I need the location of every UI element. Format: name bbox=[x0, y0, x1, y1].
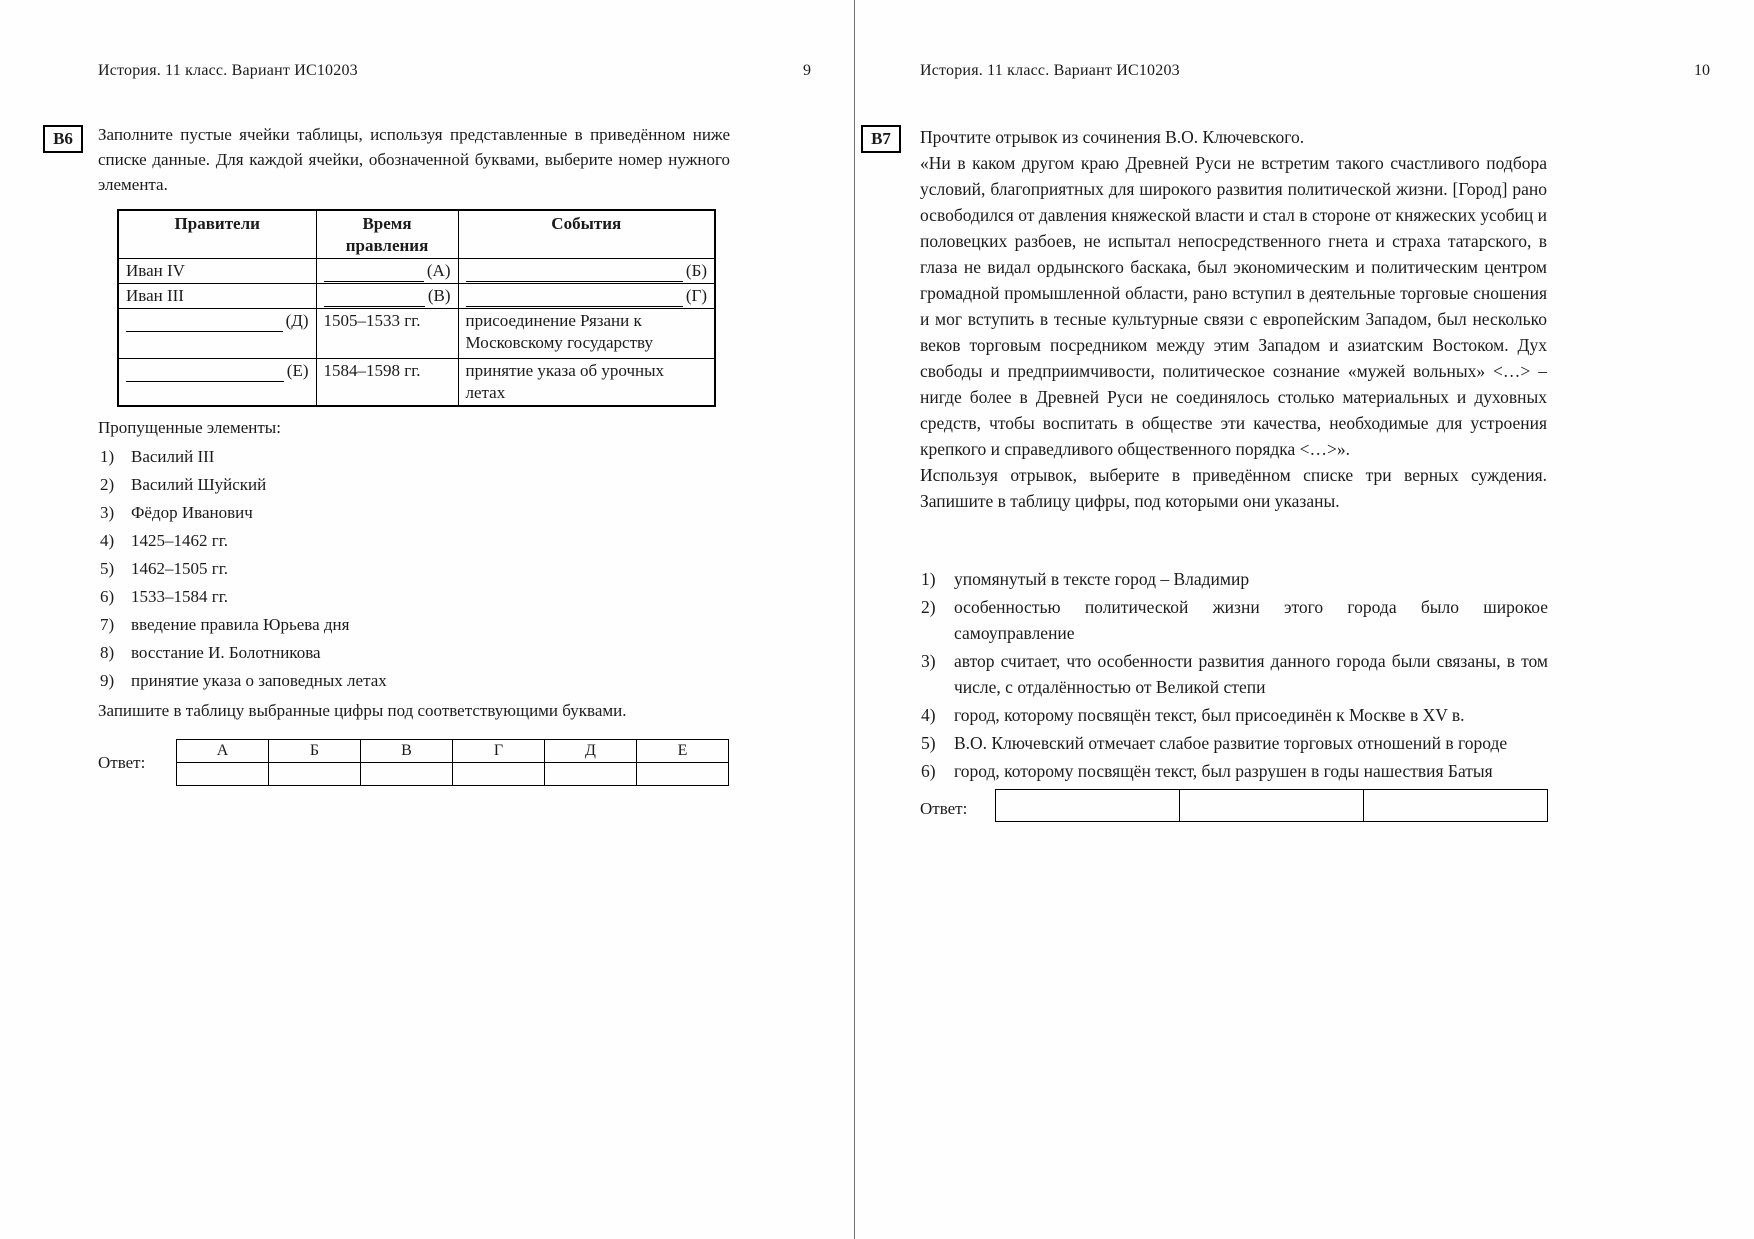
item-number: 3) bbox=[100, 503, 115, 522]
item-number: 6) bbox=[100, 587, 115, 606]
b7-options-list bbox=[921, 566, 1548, 786]
item-number: 2) bbox=[921, 597, 936, 617]
answer-cell bbox=[637, 763, 729, 786]
answer-col-e: Е bbox=[637, 740, 729, 763]
b6-answer-grid bbox=[176, 739, 729, 786]
answer-col-a: А bbox=[177, 740, 269, 763]
answer-cell bbox=[1364, 790, 1548, 822]
b6-cell-time: 1505–1533 гг. bbox=[316, 309, 458, 359]
page9-header: История. 11 класс. Вариант ИС10203 bbox=[98, 62, 358, 79]
page10-header: История. 11 класс. Вариант ИС10203 bbox=[920, 62, 1180, 79]
blank-line bbox=[126, 364, 284, 382]
item-number: 1) bbox=[921, 569, 936, 589]
blank-letter-e: (Е) bbox=[286, 361, 309, 380]
b6-cell-blank-b bbox=[458, 259, 715, 284]
item-text: введение правила Юрьева дня bbox=[131, 615, 350, 634]
b6-col-rulers: Правители bbox=[118, 210, 316, 259]
answer-col-b: Б bbox=[269, 740, 361, 763]
item-text: город, которому посвящён текст, был присоединён к Москве в XV в. bbox=[954, 705, 1465, 725]
list-item bbox=[100, 502, 730, 524]
answer-cell bbox=[361, 763, 453, 786]
b6-row-ivan3 bbox=[118, 284, 715, 309]
b6-cell-event: присоединение Рязани к Московскому государству bbox=[458, 309, 715, 359]
answer-cell bbox=[996, 790, 1180, 822]
b6-write-instruction: Запишите в таблицу выбранные цифры под соответствующими буквами. bbox=[98, 701, 627, 720]
item-text: город, которому посвящён текст, был разрушен в годы нашествия Батыя bbox=[954, 761, 1493, 781]
list-item bbox=[100, 670, 730, 692]
b6-cell-event: принятие указа об урочных летах bbox=[458, 359, 715, 407]
list-item bbox=[100, 642, 730, 664]
item-text: упомянутый в тексте город – Владимир bbox=[954, 569, 1250, 589]
b6-missing-elements-title: Пропущенные элементы: bbox=[98, 418, 281, 437]
b6-rulers-table bbox=[117, 209, 716, 407]
b6-answer-input-row bbox=[177, 763, 729, 786]
b6-cell-blank-g bbox=[458, 284, 715, 309]
item-text: 1425–1462 гг. bbox=[131, 531, 229, 550]
b6-cell-blank-v bbox=[316, 284, 458, 309]
b7-intro: Прочтите отрывок из сочинения В.О. Ключевского. bbox=[920, 127, 1305, 147]
list-item bbox=[921, 648, 1548, 700]
question-b7-body bbox=[920, 124, 1547, 514]
b7-answer-input-row bbox=[996, 790, 1548, 822]
b6-answer-label: Ответ: bbox=[98, 753, 146, 772]
list-item bbox=[100, 446, 730, 468]
list-item bbox=[100, 530, 730, 552]
blank-line bbox=[324, 264, 424, 282]
item-text: 1462–1505 гг. bbox=[131, 559, 229, 578]
b6-row-1505 bbox=[118, 309, 715, 359]
b6-col-events: События bbox=[458, 210, 715, 259]
item-number: 8) bbox=[100, 643, 115, 662]
list-item bbox=[100, 614, 730, 636]
question-b6-label: В6 bbox=[43, 125, 83, 153]
b7-task: Используя отрывок, выберите в приведённом списке три верных суждения. Запишите в таблицу цифры, под которыми они указаны. bbox=[920, 465, 1547, 511]
b6-row-ivan4 bbox=[118, 259, 715, 284]
b7-quote: «Ни в каком другом краю Древней Руси не встретим такого счастливого подбора условий, благоприятных для широкого развития политической жизни. [Город] рано освободился от давления княжеской власти и стал в стороне от княжеских усобиц и половецких разбоев, не испытал непосредственного гнета и страха татарского, в глаза не видал ордынского баскака, был экономическим и политическим центром громадной промышленной области, рано вступил в деятельные торговые сношения и мог вступить в тесные культурные связи с европейским Западом, был несколько веков торговым посредником между этим Западом и азиатским Востоком. Дух свободы и предприимчивости, политическое сознание «мужей вольных» <…> – нигде более в Древней Руси не соединялось столько материальных и духовных средств, чтобы воспитать в обществе эти качества, необходимые для устроения крепкого и справедливого общественного порядка <…>». bbox=[920, 153, 1547, 459]
answer-col-g: Г bbox=[453, 740, 545, 763]
item-number: 7) bbox=[100, 615, 115, 634]
blank-line bbox=[466, 289, 683, 307]
item-text: автор считает, что особенности развития данного города были связаны, в том числе, с отдалённостью от Великой степи bbox=[954, 651, 1548, 697]
item-text: Фёдор Иванович bbox=[131, 503, 253, 522]
item-number: 4) bbox=[921, 705, 936, 725]
item-text: восстание И. Болотникова bbox=[131, 643, 321, 662]
list-item bbox=[921, 702, 1548, 728]
b6-answer-letters-row bbox=[177, 740, 729, 763]
item-number: 1) bbox=[100, 447, 115, 466]
blank-letter-a: (А) bbox=[426, 261, 451, 280]
list-item bbox=[100, 586, 730, 608]
blank-line bbox=[466, 264, 683, 282]
b6-missing-elements-list bbox=[100, 446, 730, 698]
b6-cell-blank-d bbox=[118, 309, 316, 359]
b6-row-1584 bbox=[118, 359, 715, 407]
answer-cell bbox=[545, 763, 637, 786]
item-text: Василий Шуйский bbox=[131, 475, 267, 494]
blank-line bbox=[126, 314, 283, 332]
item-number: 2) bbox=[100, 475, 115, 494]
answer-col-d: Д bbox=[545, 740, 637, 763]
b6-cell-blank-a bbox=[316, 259, 458, 284]
blank-letter-b: (Б) bbox=[685, 261, 707, 280]
item-text: Василий III bbox=[131, 447, 215, 466]
question-b6-text: Заполните пустые ячейки таблицы, используя представленные в приведённом ниже списке данные. Для каждой ячейки, обозначенной буквами, выберите номер нужного элемента. bbox=[98, 125, 730, 194]
page10-number: 10 bbox=[1694, 62, 1710, 79]
item-number: 9) bbox=[100, 671, 115, 690]
answer-col-v: В bbox=[361, 740, 453, 763]
item-number: 4) bbox=[100, 531, 115, 550]
item-number: 5) bbox=[921, 733, 936, 753]
list-item bbox=[100, 474, 730, 496]
item-number: 3) bbox=[921, 651, 936, 671]
item-number: 5) bbox=[100, 559, 115, 578]
answer-cell bbox=[1180, 790, 1364, 822]
blank-line bbox=[324, 289, 425, 307]
list-item bbox=[921, 594, 1548, 646]
item-number: 6) bbox=[921, 761, 936, 781]
b6-cell-blank-e bbox=[118, 359, 316, 407]
b6-table-header-row bbox=[118, 210, 715, 259]
page-divider bbox=[854, 0, 855, 1239]
page9-number: 9 bbox=[803, 62, 811, 79]
b7-answer-label: Ответ: bbox=[920, 799, 968, 818]
list-item bbox=[921, 566, 1548, 592]
b7-answer-grid bbox=[995, 789, 1548, 822]
item-text: В.О. Ключевский отмечает слабое развитие торговых отношений в городе bbox=[954, 733, 1508, 753]
b6-cell-time: 1584–1598 гг. bbox=[316, 359, 458, 407]
item-text: особенностью политической жизни этого города было широкое самоуправление bbox=[954, 597, 1548, 643]
b6-cell-ruler: Иван IV bbox=[118, 259, 316, 284]
item-text: 1533–1584 гг. bbox=[131, 587, 229, 606]
answer-cell bbox=[269, 763, 361, 786]
list-item bbox=[921, 730, 1548, 756]
question-b7-label: В7 bbox=[861, 125, 901, 153]
b6-col-time: Время правления bbox=[316, 210, 458, 259]
answer-cell bbox=[177, 763, 269, 786]
list-item bbox=[100, 558, 730, 580]
b6-cell-ruler: Иван III bbox=[118, 284, 316, 309]
blank-letter-g: (Г) bbox=[685, 286, 707, 305]
list-item bbox=[921, 758, 1548, 784]
item-text: принятие указа о заповедных летах bbox=[131, 671, 387, 690]
answer-cell bbox=[453, 763, 545, 786]
blank-letter-v: (В) bbox=[427, 286, 451, 305]
blank-letter-d: (Д) bbox=[285, 311, 309, 330]
